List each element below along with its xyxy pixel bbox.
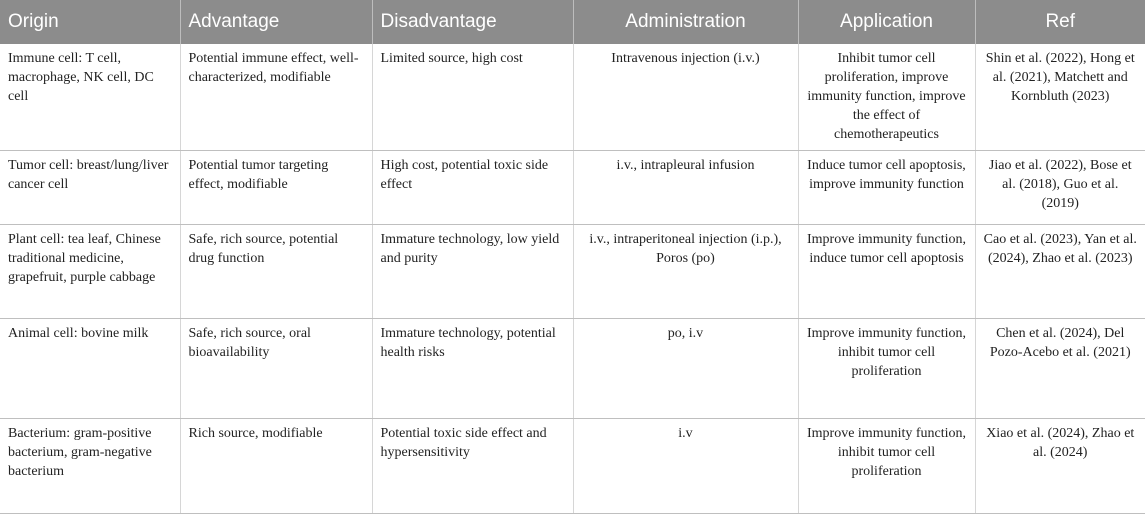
header-advantage: Advantage <box>180 0 372 44</box>
table-header <box>0 0 1145 44</box>
cell-advantage: Potential immune effect, well-characterized, modifiable <box>180 44 372 151</box>
cell-application: Inhibit tumor cell proliferation, improve immunity function, improve the effect of chemotherapeutics <box>798 44 975 151</box>
cell-administration: i.v., intrapleural infusion <box>573 151 798 225</box>
table-row <box>0 419 1145 514</box>
cell-advantage: Safe, rich source, potential drug function <box>180 225 372 319</box>
cell-origin: Animal cell: bovine milk <box>0 319 180 419</box>
cell-application: Improve immunity function, inhibit tumor cell proliferation <box>798 419 975 514</box>
cell-administration: i.v <box>573 419 798 514</box>
cell-advantage: Potential tumor targeting effect, modifiable <box>180 151 372 225</box>
cell-disadvantage: Immature technology, low yield and purity <box>372 225 573 319</box>
table-row <box>0 44 1145 151</box>
table-row <box>0 225 1145 319</box>
cell-origin: Immune cell: T cell, macrophage, NK cell, DC cell <box>0 44 180 151</box>
cell-ref: Xiao et al. (2024), Zhao et al. (2024) <box>975 419 1145 514</box>
cell-administration: i.v., intraperitoneal injection (i.p.), Poros (po) <box>573 225 798 319</box>
header-ref: Ref <box>975 0 1145 44</box>
cell-administration: Intravenous injection (i.v.) <box>573 44 798 151</box>
cell-origin: Bacterium: gram-positive bacterium, gram-negative bacterium <box>0 419 180 514</box>
table-row <box>0 319 1145 419</box>
cell-disadvantage: Limited source, high cost <box>372 44 573 151</box>
cell-advantage: Rich source, modifiable <box>180 419 372 514</box>
cell-application: Induce tumor cell apoptosis, improve immunity function <box>798 151 975 225</box>
header-administration: Administration <box>573 0 798 44</box>
cell-administration: po, i.v <box>573 319 798 419</box>
cell-origin: Plant cell: tea leaf, Chinese traditional medicine, grapefruit, purple cabbage <box>0 225 180 319</box>
cell-disadvantage: Potential toxic side effect and hypersensitivity <box>372 419 573 514</box>
cell-disadvantage: High cost, potential toxic side effect <box>372 151 573 225</box>
cell-ref: Jiao et al. (2022), Bose et al. (2018), Guo et al. (2019) <box>975 151 1145 225</box>
header-origin: Origin <box>0 0 180 44</box>
cell-ref: Chen et al. (2024), Del Pozo-Acebo et al. (2021) <box>975 319 1145 419</box>
cell-origin: Tumor cell: breast/lung/liver cancer cell <box>0 151 180 225</box>
cell-application: Improve immunity function, inhibit tumor cell proliferation <box>798 319 975 419</box>
cell-advantage: Safe, rich source, oral bioavailability <box>180 319 372 419</box>
header-row <box>0 0 1145 44</box>
cell-ref: Shin et al. (2022), Hong et al. (2021), Matchett and Kornbluth (2023) <box>975 44 1145 151</box>
table-body <box>0 44 1145 514</box>
table-row <box>0 151 1145 225</box>
cell-ref: Cao et al. (2023), Yan et al. (2024), Zhao et al. (2023) <box>975 225 1145 319</box>
header-disadvantage: Disadvantage <box>372 0 573 44</box>
header-application: Application <box>798 0 975 44</box>
cell-application: Improve immunity function, induce tumor cell apoptosis <box>798 225 975 319</box>
cell-disadvantage: Immature technology, potential health risks <box>372 319 573 419</box>
